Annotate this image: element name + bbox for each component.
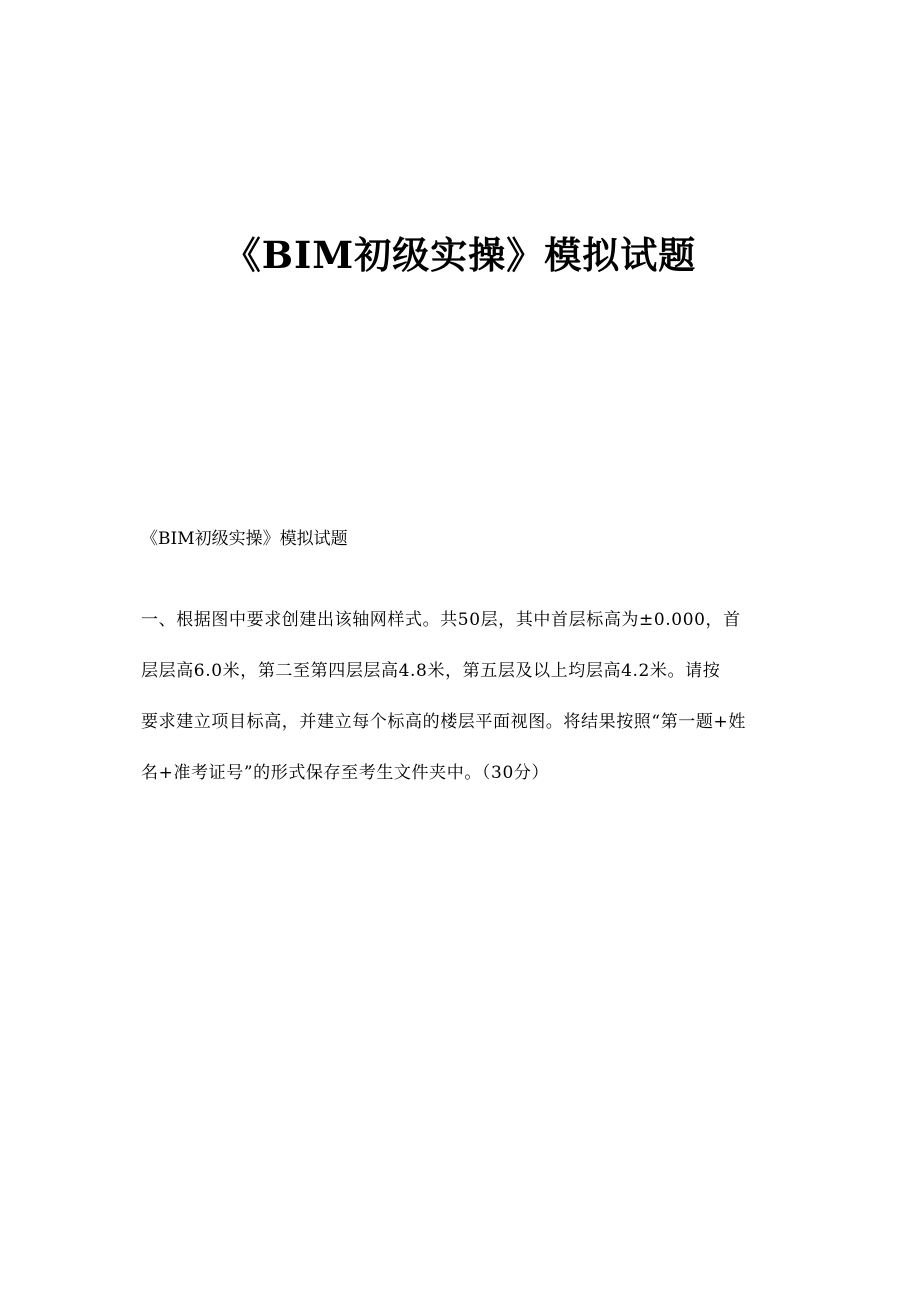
question-1 — [141, 595, 781, 799]
document-title: 《BIM初级实操》模拟试题 — [223, 233, 697, 277]
question-1-line: 一、根据图中要求创建出该轴网样式。共50层，其中首层标高为±0.000，首 — [141, 610, 741, 630]
question-1-line: 要求建立项目标高，并建立每个标高的楼层平面视图。将结果按照“第一题+姓 — [141, 712, 746, 732]
question-1-line: 层层高6.0米，第二至第四层层高4.8米，第五层及以上均层高4.2米。请按 — [141, 661, 721, 681]
section-heading: 《BIM初级实操》模拟试题 — [141, 529, 348, 549]
question-1-line: 名+准考证号”的形式保存至考生文件夹中。（30分） — [141, 763, 550, 783]
